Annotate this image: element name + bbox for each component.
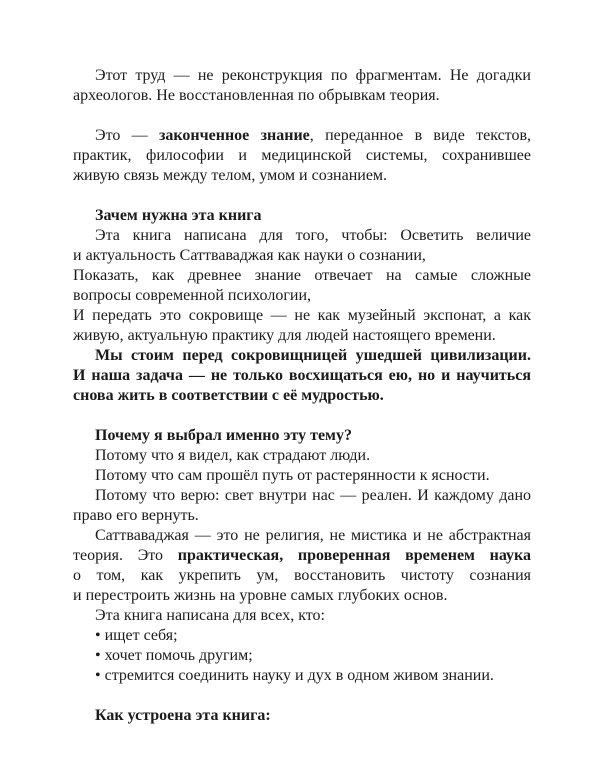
section-heading (73, 706, 531, 726)
bullet-line (73, 666, 531, 686)
text-line (73, 466, 531, 486)
text-line (73, 546, 531, 566)
text-line (73, 146, 531, 166)
page-text (73, 66, 531, 726)
text-segment: , переданное в виде текстов, (309, 127, 532, 144)
text-line (73, 306, 531, 326)
bold-text-segment: практическая, проверенная временем наука (177, 547, 532, 564)
text-segment: теория. Это (73, 547, 178, 564)
section-heading (73, 206, 531, 226)
text-line (73, 586, 531, 606)
text-segment: Саттваваджая — это не религия, не мистика и не абстрактная (95, 527, 531, 544)
section-heading (73, 426, 531, 446)
bold-text-segment: снова жить в соответствии с её мудростью. (73, 387, 384, 404)
bold-text-segment: И наша задача — не только восхищаться ею, но и научиться (73, 367, 531, 384)
text-segment: живую, актуальную практику для людей настоящего времени. (73, 327, 496, 344)
text-line (73, 446, 531, 466)
text-segment: о том, как укрепить ум, восстановить чистоту сознания (73, 567, 531, 584)
bullet-line (73, 626, 531, 646)
text-segment: Потому что сам прошёл путь от растерянности к ясности. (95, 467, 490, 484)
text-line (73, 86, 531, 106)
bold-text-segment: Мы стоим перед сокровищницей ушедшей цивилизации. (95, 347, 531, 364)
bold-text-segment: Как устроена эта книга: (95, 707, 271, 724)
text-line (73, 606, 531, 626)
text-segment: Потому что верю: свет внутри нас — реален. И каждому дано (95, 487, 531, 504)
text-segment: Показать, как древнее знание отвечает на самые сложные (73, 267, 531, 284)
text-line (73, 386, 531, 406)
text-segment: право его вернуть. (73, 507, 199, 524)
text-line (73, 486, 531, 506)
text-segment: Эта книга написана для всех, кто: (95, 607, 325, 624)
text-line (73, 366, 531, 386)
text-segment: практик, философии и медицинской системы, сохранившее (73, 147, 531, 164)
text-line (73, 286, 531, 306)
text-line (73, 66, 531, 86)
text-segment: и перестроить жизнь на уровне самых глубоких основ. (73, 587, 448, 604)
text-segment: Эта книга написана для того, чтобы: Осветить величие (95, 227, 531, 244)
text-segment: археологов. Не восстановленная по обрывкам теория. (73, 87, 440, 104)
text-line (73, 346, 531, 366)
bullet-line (73, 646, 531, 666)
bold-text-segment: Почему я выбрал именно эту тему? (95, 427, 352, 444)
text-line (73, 226, 531, 246)
text-segment: Потому что я видел, как страдают люди. (95, 447, 371, 464)
text-line (73, 246, 531, 266)
text-line (73, 126, 531, 146)
text-segment: вопросы современной психологии, (73, 287, 312, 304)
text-segment: • стремится соединить науку и дух в одном живом знании. (95, 667, 494, 684)
text-segment: • хочет помочь другим; (95, 647, 253, 664)
text-line (73, 566, 531, 586)
text-line (73, 506, 531, 526)
text-segment: Это — (95, 127, 159, 144)
bold-text-segment: Зачем нужна эта книга (95, 207, 262, 224)
text-line (73, 266, 531, 286)
text-segment: И передать это сокровище — не как музейный экспонат, а как (73, 307, 531, 324)
text-segment: Этот труд — не реконструкция по фрагментам. Не догадки (95, 67, 531, 84)
text-line (73, 326, 531, 346)
text-line (73, 166, 531, 186)
bold-text-segment: законченное знание (158, 127, 310, 144)
text-segment: • ищет себя; (95, 627, 178, 644)
text-segment: и актуальность Саттваваджая как науки о сознании, (73, 247, 426, 264)
text-segment: живую связь между телом, умом и сознанием. (73, 167, 388, 184)
text-line (73, 526, 531, 546)
